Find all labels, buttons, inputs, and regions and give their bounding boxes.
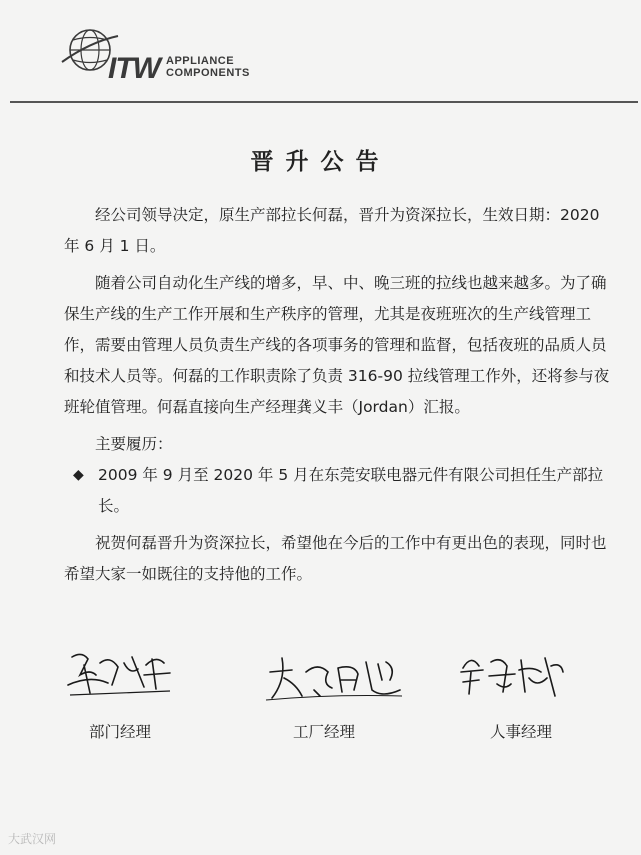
page-title: 晋升公告 <box>250 149 391 175</box>
paragraph-decision: 经公司领导决定，原生产部拉长何磊，晋升为资深拉长，生效日期：2020 年 6 月 1 日。 <box>64 206 600 255</box>
signature-hr-manager <box>455 648 575 703</box>
logo-line-2: COMPONENTS <box>166 67 250 79</box>
logo-line-1: APPLIANCE <box>166 55 235 67</box>
company-logo <box>60 22 260 85</box>
history-item <box>64 460 612 522</box>
document-body <box>64 200 612 596</box>
logo-wordmark: ITW <box>108 52 160 85</box>
signature-label-factory-manager: 工厂经理 <box>293 723 356 741</box>
paragraph-responsibilities: 随着公司自动化生产线的增多，早、中、晚三班的拉线也越来越多。为了确保生产线的生产工作开展和生产秩序的管理，尤其是夜班班次的生产线管理工作，需要由管理人员负责生产线的各项事务的管理和监督，包括夜班的品质人员和技术人员等。何磊的工作职责除了负责 316-90 拉线管理工作外，还将参与夜班轮值管理。何磊直接向生产经理龚义丰（Jordan）汇报。 <box>64 274 610 416</box>
header-divider <box>10 101 638 103</box>
signature-factory-manager <box>262 650 412 705</box>
watermark: 大武汉网 <box>8 832 57 846</box>
logo-subtitle <box>166 55 250 79</box>
signature-label-hr-manager: 人事经理 <box>490 723 553 741</box>
diamond-bullet-icon: ◆ <box>73 467 84 483</box>
paragraph-closing: 祝贺何磊晋升为资深拉长，希望他在今后的工作中有更出色的表现，同时也希望大家一如既往的支持他的工作。 <box>64 534 607 583</box>
history-item-text: 2009 年 9 月至 2020 年 5 月在东莞安联电器元件有限公司担任生产部拉长。 <box>98 466 604 515</box>
signature-label-department-manager: 部门经理 <box>89 723 152 741</box>
history-heading: 主要履历： <box>95 435 173 453</box>
signature-department-manager <box>60 645 180 705</box>
